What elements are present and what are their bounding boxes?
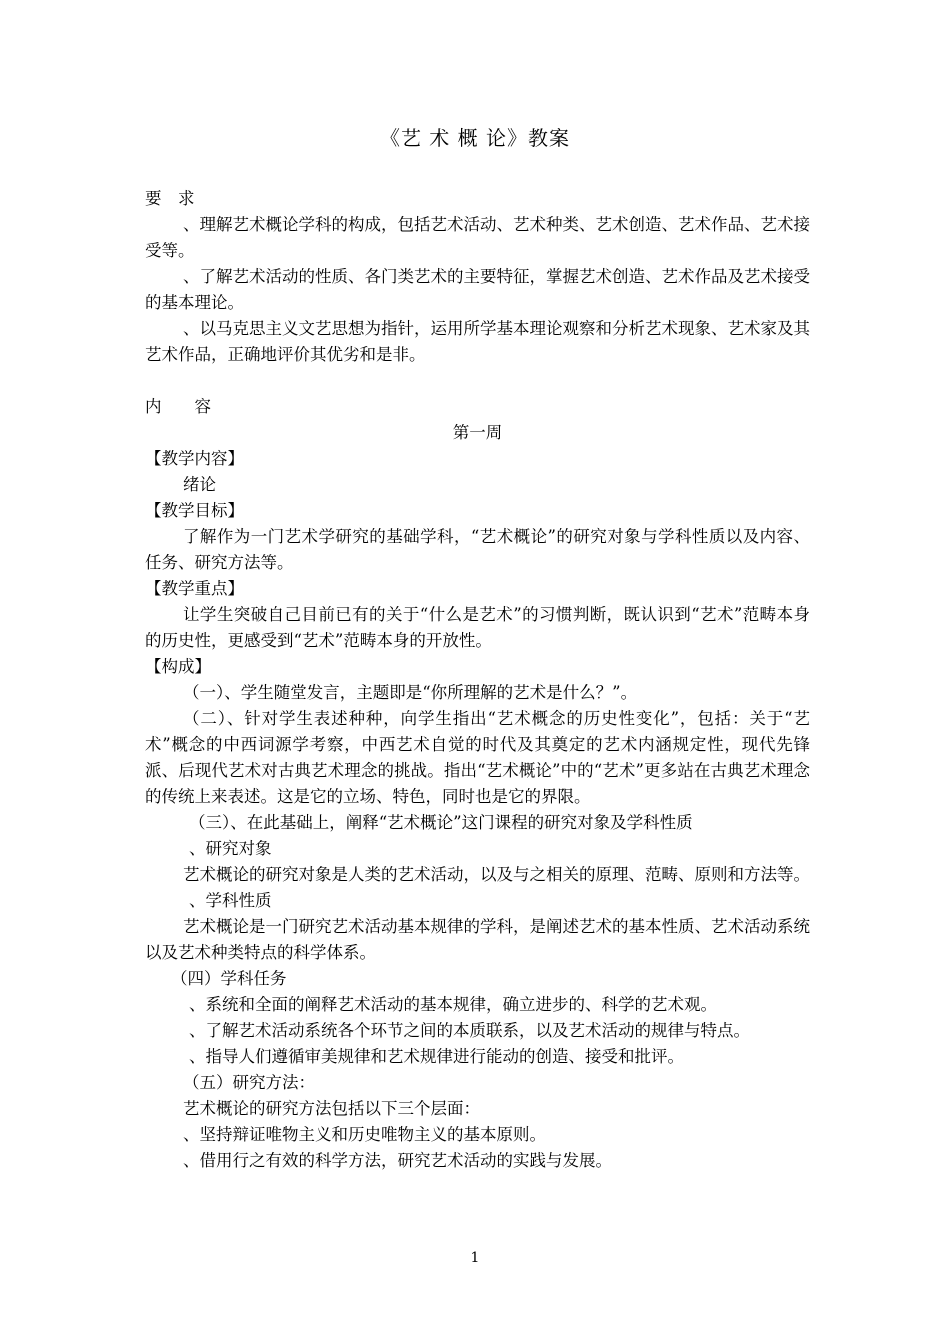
teaching-goal-label: 【教学目标】 xyxy=(145,501,244,520)
structure-label: 【构成】 xyxy=(145,657,211,676)
method-item: 、坚持辩证唯物主义和历史唯物主义的基本原则。 xyxy=(183,1125,546,1144)
teaching-content: 绪论 xyxy=(183,475,216,494)
research-object: 艺术概论的研究对象是人类的艺术活动，以及与之相关的原理、范畴、原则和方法等。 xyxy=(183,865,810,884)
requirements-heading: 要 求 xyxy=(145,189,195,208)
requirement-item: 、了解艺术活动的性质、各门类艺术的主要特征，掌握艺术创造、艺术作品及艺术接受的基本理论。 xyxy=(145,267,810,312)
task-item: 、系统和全面的阐释艺术活动的基本规律，确立进步的、科学的艺术观。 xyxy=(189,995,717,1014)
spacer xyxy=(145,368,810,394)
task-item: 、指导人们遵循审美规律和艺术规律进行能动的创造、接受和批评。 xyxy=(189,1047,684,1066)
teaching-content-label: 【教学内容】 xyxy=(145,449,244,468)
page-number: 1 xyxy=(470,1250,480,1266)
discipline: 艺术概论是一门研究艺术活动基本规律的学科，是阐述艺术的基本性质、艺术活动系统以及艺术种类特点的科学体系。 xyxy=(145,917,810,962)
requirement-item: 、以马克思主义文艺思想为指针，运用所学基本理论观察和分析艺术现象、艺术家及其艺术作品，正确地评价其优劣和是非。 xyxy=(145,319,810,364)
discipline-label: 、学科性质 xyxy=(189,891,272,910)
tasks-label: （四）学科任务 xyxy=(171,969,287,988)
method-item: 、借用行之有效的科学方法，研究艺术活动的实践与发展。 xyxy=(183,1151,612,1170)
task-item: 、了解艺术活动系统各个环节之间的本质联系，以及艺术活动的规律与特点。 xyxy=(189,1021,750,1040)
methods-intro: 艺术概论的研究方法包括以下三个层面： xyxy=(183,1099,480,1118)
teaching-focus-label: 【教学重点】 xyxy=(145,579,244,598)
research-object-label: 、研究对象 xyxy=(189,839,272,858)
requirement-item: 、理解艺术概论学科的构成，包括艺术活动、艺术种类、艺术创造、艺术作品、艺术接受等。 xyxy=(145,215,810,260)
structure-item: （一）、学生随堂发言，主题即是“你所理解的艺术是什么？”。 xyxy=(183,683,638,702)
teaching-goal: 了解作为一门艺术学研究的基础学科，“艺术概论”的研究对象与学科性质以及内容、任务、研究方法等。 xyxy=(145,527,810,572)
page-title: 《艺 术 概 论》教案 xyxy=(379,126,571,150)
methods-label: （五）研究方法： xyxy=(183,1073,315,1092)
document-body xyxy=(145,186,810,1174)
content-heading: 内 容 xyxy=(145,397,211,416)
teaching-focus: 让学生突破自己目前已有的关于“什么是艺术”的习惯判断，既认识到“艺术”范畴本身的历史性，更感受到“艺术”范畴本身的开放性。 xyxy=(145,605,810,650)
structure-item: （三）、在此基础上，阐释“艺术概论”这门课程的研究对象及学科性质 xyxy=(189,813,693,832)
week-label: 第一周 xyxy=(452,423,503,442)
structure-item: （二）、针对学生表述种种，向学生指出“艺术概念的历史性变化”，包括：关于“艺术”概念的中西词源学考察，中西艺术自觉的时代及其奠定的艺术内涵规定性，现代先锋派、后现代艺术对古典艺术理念的挑战。指出“艺术概论”中的“艺术”更多站在古典艺术理念的传统上来表述。这是它的立场、特色，同时也是它的界限。 xyxy=(145,709,810,806)
